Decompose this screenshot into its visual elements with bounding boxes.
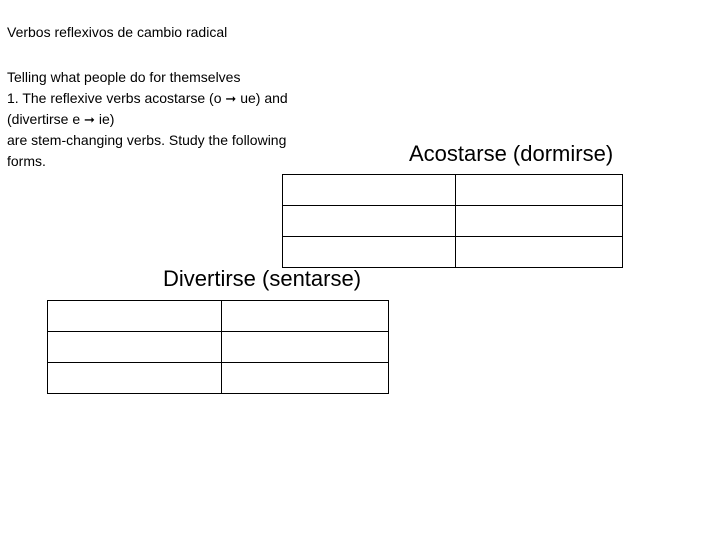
intro-line-2-end: ue) and bbox=[236, 90, 288, 106]
intro-line-3-start: (divertirse e bbox=[7, 111, 85, 127]
table-cell bbox=[283, 175, 456, 206]
page-title: Verbos reflexivos de cambio radical bbox=[7, 24, 228, 40]
table-row bbox=[283, 206, 623, 237]
table-cell bbox=[222, 301, 389, 332]
intro-text bbox=[7, 67, 352, 172]
intro-line-1: Telling what people do for themselves bbox=[7, 69, 241, 85]
table-cell bbox=[48, 332, 222, 363]
table-cell bbox=[222, 332, 389, 363]
table-cell bbox=[222, 363, 389, 394]
table-cell bbox=[283, 237, 456, 268]
table-cell bbox=[283, 206, 456, 237]
table-row bbox=[283, 175, 623, 206]
intro-line-4: are stem-changing verbs. Study the following bbox=[7, 132, 287, 148]
table-row bbox=[48, 332, 389, 363]
intro-line-3-end: ie) bbox=[94, 111, 115, 127]
intro-line-5: forms. bbox=[7, 153, 46, 169]
right-arrow-icon: ➞ bbox=[225, 91, 237, 106]
intro-line-3 bbox=[7, 109, 352, 130]
intro-line-2 bbox=[7, 88, 352, 109]
intro-line-2-start: 1. The reflexive verbs acostarse (o bbox=[7, 90, 226, 106]
table-cell bbox=[48, 301, 222, 332]
acostarse-table bbox=[282, 174, 623, 268]
table-cell bbox=[456, 237, 623, 268]
divertirse-table bbox=[47, 300, 389, 394]
right-arrow-icon: ➞ bbox=[84, 112, 95, 127]
table-cell bbox=[48, 363, 222, 394]
table-cell bbox=[456, 206, 623, 237]
table-cell bbox=[456, 175, 623, 206]
acostarse-heading: Acostarse (dormirse) bbox=[409, 141, 614, 166]
table-row bbox=[48, 301, 389, 332]
table-row bbox=[283, 237, 623, 268]
table-row bbox=[48, 363, 389, 394]
divertirse-heading: Divertirse (sentarse) bbox=[163, 266, 362, 291]
